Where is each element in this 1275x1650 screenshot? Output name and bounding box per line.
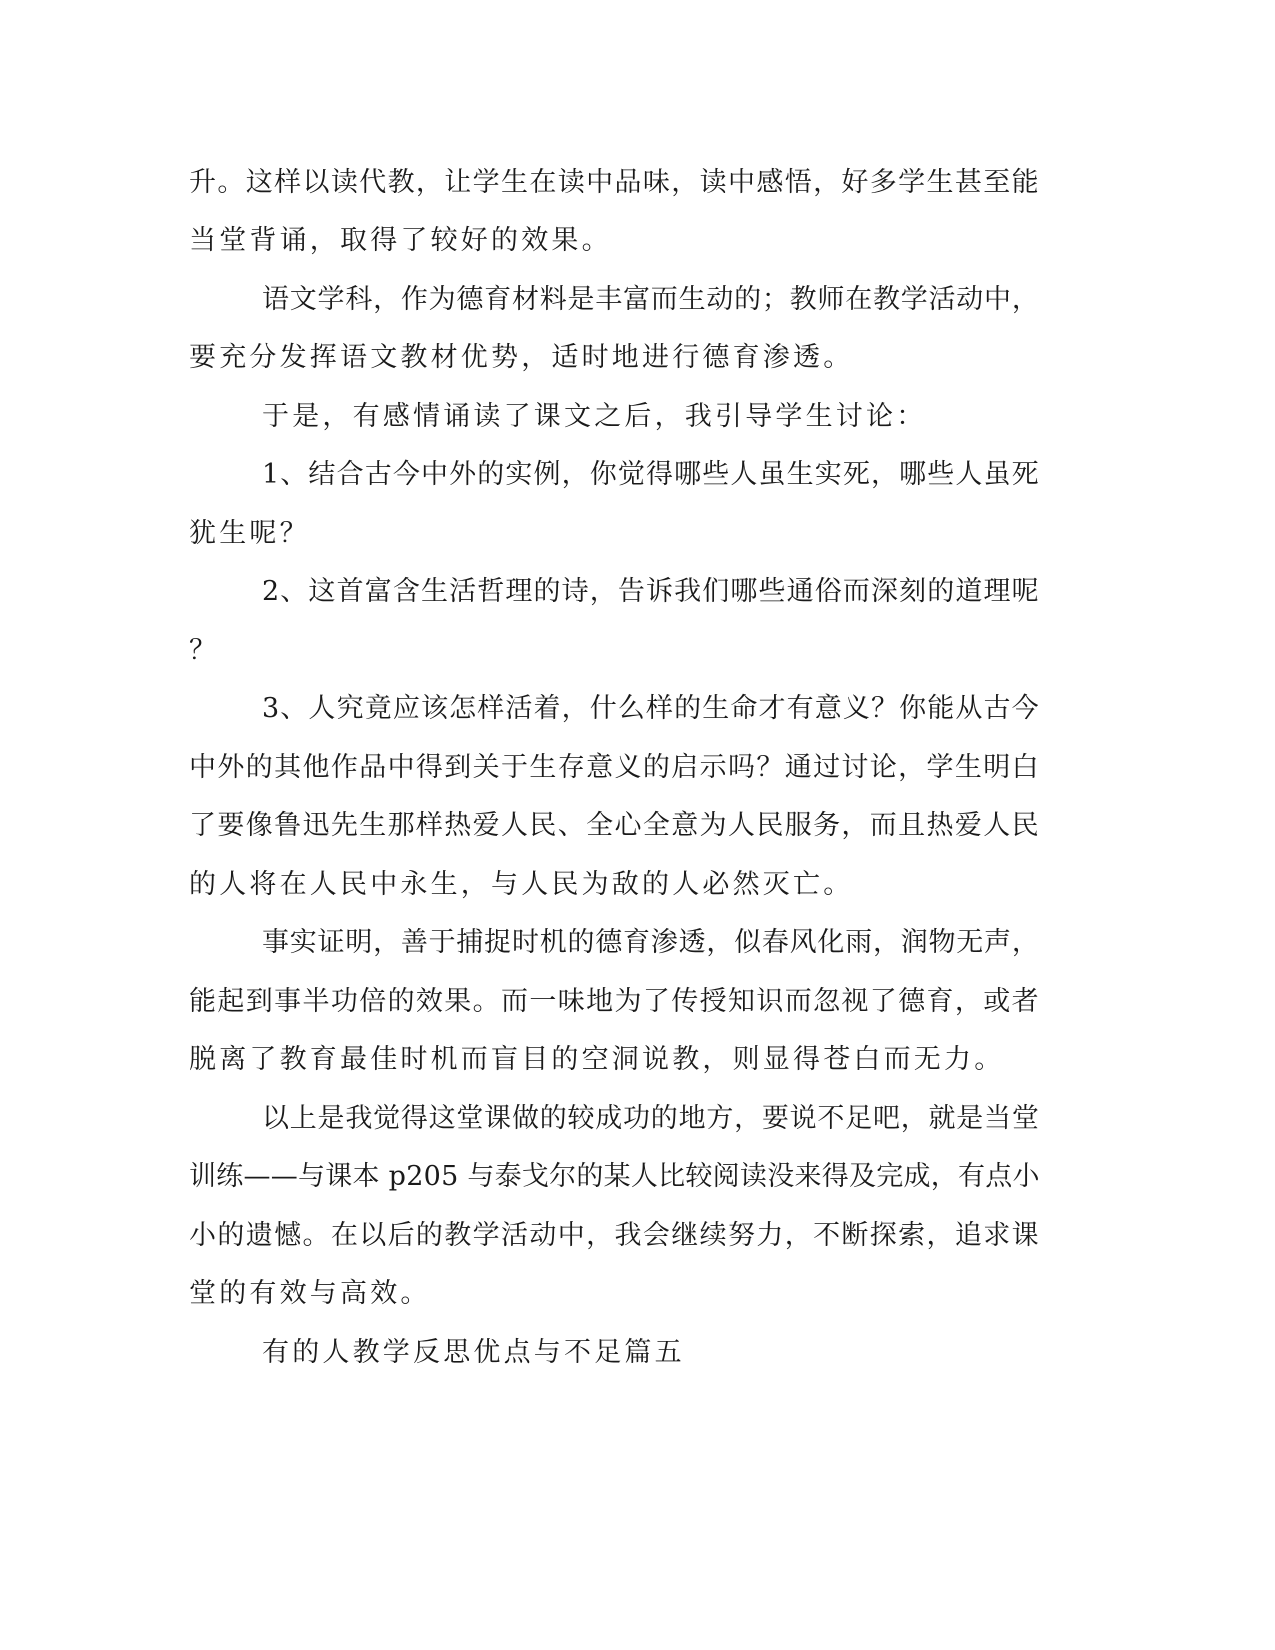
paragraph-first-line: 事实证明，善于捕捉时机的德育渗透，似春风化雨，润物无声， bbox=[262, 927, 1040, 958]
text-line: 中外的其他作品中得到关于生存意义的启示吗？通过讨论，学生明白 bbox=[189, 752, 1040, 783]
question-2: 2、这首富含生活哲理的诗，告诉我们哪些通俗而深刻的道理呢 bbox=[262, 576, 1040, 607]
text-line: ？ bbox=[189, 635, 220, 666]
paragraph-first-line: 以上是我觉得这堂课做的较成功的地方，要说不足吧，就是当堂 bbox=[262, 1103, 1040, 1134]
text-line: 要充分发挥语文教材优势，适时地进行德育渗透。 bbox=[189, 342, 854, 373]
section-heading: 有的人教学反思优点与不足篇五 bbox=[262, 1337, 685, 1368]
paragraph-first-line: 语文学科，作为德育材料是丰富而生动的；教师在教学活动中， bbox=[262, 284, 1040, 315]
text-line: 犹生呢？ bbox=[189, 518, 310, 549]
text-line: 了要像鲁迅先生那样热爱人民、全心全意为人民服务，而且热爱人民 bbox=[189, 810, 1040, 841]
question-3: 3、人究竟应该怎样活着，什么样的生命才有意义？你能从古今 bbox=[262, 693, 1040, 724]
text-line: 的人将在人民中永生，与人民为敌的人必然灭亡。 bbox=[189, 869, 854, 900]
text-line: 当堂背诵，取得了较好的效果。 bbox=[189, 225, 612, 256]
paragraph-first-line: 于是，有感情诵读了课文之后，我引导学生讨论： bbox=[262, 401, 927, 432]
text-line: 小的遗憾。在以后的教学活动中，我会继续努力，不断探索，追求课 bbox=[189, 1220, 1040, 1251]
text-line: 升。这样以读代教，让学生在读中品味，读中感悟，好多学生甚至能 bbox=[189, 167, 1040, 198]
text-line: 训练——与课本 p205 与泰戈尔的某人比较阅读没来得及完成，有点小 bbox=[189, 1161, 1040, 1192]
question-1: 1、结合古今中外的实例，你觉得哪些人虽生实死，哪些人虽死 bbox=[262, 459, 1040, 490]
text-line: 能起到事半功倍的效果。而一味地为了传授知识而忽视了德育，或者 bbox=[189, 986, 1040, 1017]
text-line: 脱离了教育最佳时机而盲目的空洞说教，则显得苍白而无力。 bbox=[189, 1044, 1005, 1075]
text-line: 堂的有效与高效。 bbox=[189, 1278, 431, 1309]
